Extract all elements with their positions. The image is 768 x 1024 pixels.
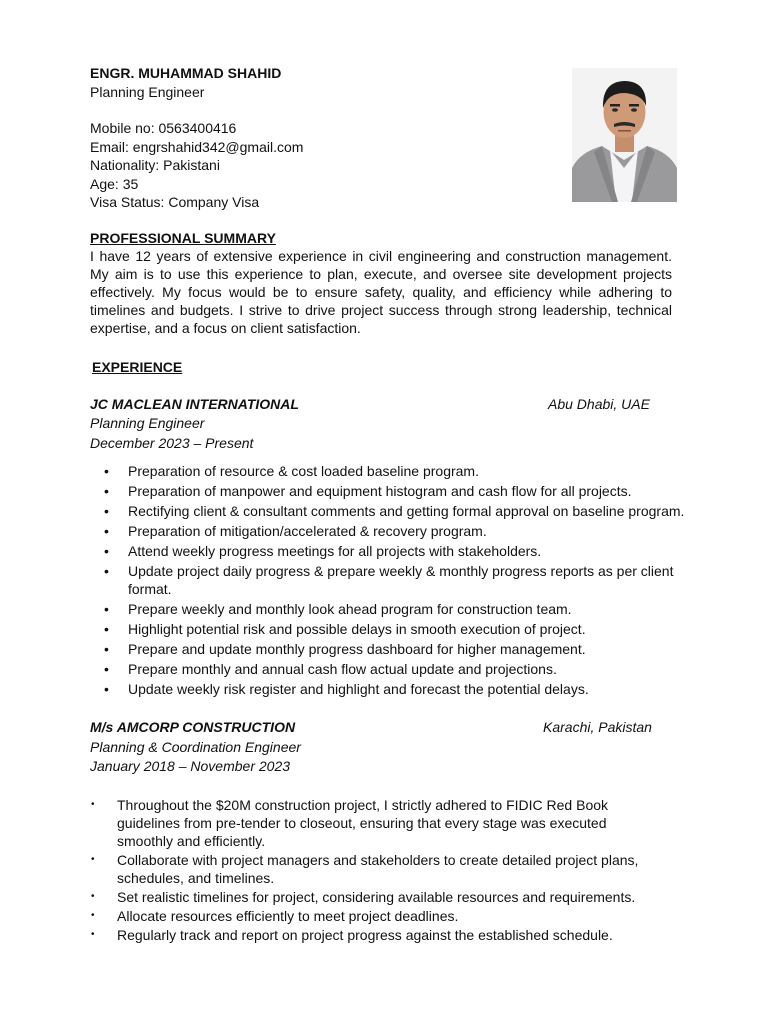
list-item: • Allocate resources efficiently to meet project deadlines.: [89, 907, 655, 925]
job-1-location: Abu Dhabi, UAE: [548, 396, 650, 412]
job-1-bullets: [90, 462, 688, 700]
contact-mobile: Mobile no: 0563400416: [90, 120, 237, 136]
list-item: • Collaborate with project managers and stakeholders to create detailed project plans, schedules, and timelines.: [89, 851, 655, 887]
job-1-dates: December 2023 – Present: [90, 435, 254, 451]
list-item: • Throughout the $20M construction project, I strictly adhered to FIDIC Red Book guidelines from pre-tender to closeout, ensuring that every stage was executed smoothly and efficiently.: [89, 796, 655, 850]
summary-text: I have 12 years of extensive experience in civil engineering and construction management. My aim is to use this experience to plan, execute, and oversee site development projects effectively. My focus would be to ensure safety, quality, and efficiency while adhering to timelines and budgets. I strive to drive project success through strong leadership, technical expertise, and a focus on client satisfaction.: [90, 248, 672, 336]
list-item: • Attend weekly progress meetings for all projects with stakeholders.: [90, 542, 688, 560]
list-item: • Prepare monthly and annual cash flow actual update and projections.: [90, 660, 688, 678]
profile-photo: [572, 68, 677, 202]
list-item: • Update project daily progress & prepare weekly & monthly progress reports as per client format.: [90, 562, 688, 598]
list-item: • Preparation of mitigation/accelerated & recovery program.: [90, 522, 688, 540]
list-item: • Preparation of manpower and equipment histogram and cash flow for all projects.: [90, 482, 688, 500]
job-1-company: JC MACLEAN INTERNATIONAL: [90, 396, 299, 412]
list-item: • Highlight potential risk and possible delays in smooth execution of project.: [90, 620, 688, 638]
list-item: • Regularly track and report on project progress against the established schedule.: [89, 926, 655, 944]
contact-nationality: Nationality: Pakistani: [90, 157, 220, 173]
job-2-role: Planning & Coordination Engineer: [90, 739, 301, 755]
candidate-title: Planning Engineer: [90, 84, 205, 100]
contact-details: [90, 119, 303, 212]
job-2-company: M/s AMCORP CONSTRUCTION: [90, 719, 296, 735]
list-item: • Set realistic timelines for project, considering available resources and requirements.: [89, 888, 655, 906]
contact-age: Age: 35: [90, 175, 139, 192]
list-item: • Prepare weekly and monthly look ahead program for construction team.: [90, 600, 688, 618]
summary-heading: PROFESSIONAL SUMMARY: [90, 230, 276, 246]
experience-heading: EXPERIENCE: [92, 359, 183, 375]
contact-visa: Visa Status: Company Visa: [90, 194, 260, 210]
job-2-dates: January 2018 – November 2023: [90, 758, 291, 774]
job-2-bullets: [89, 796, 655, 945]
job-1-role: Planning Engineer: [90, 415, 205, 431]
job-2-location: Karachi, Pakistan: [543, 719, 652, 735]
list-item: • Rectifying client & consultant comments and getting formal approval on baseline program.: [90, 502, 688, 520]
list-item: • Prepare and update monthly progress dashboard for higher management.: [90, 640, 688, 658]
contact-email: Email: engrshahid342@gmail.com: [90, 138, 304, 155]
list-item: • Preparation of resource & cost loaded baseline program.: [90, 462, 688, 480]
list-item: • Update weekly risk register and highlight and forecast the potential delays.: [90, 680, 688, 698]
candidate-name: ENGR. MUHAMMAD SHAHID: [90, 65, 282, 81]
